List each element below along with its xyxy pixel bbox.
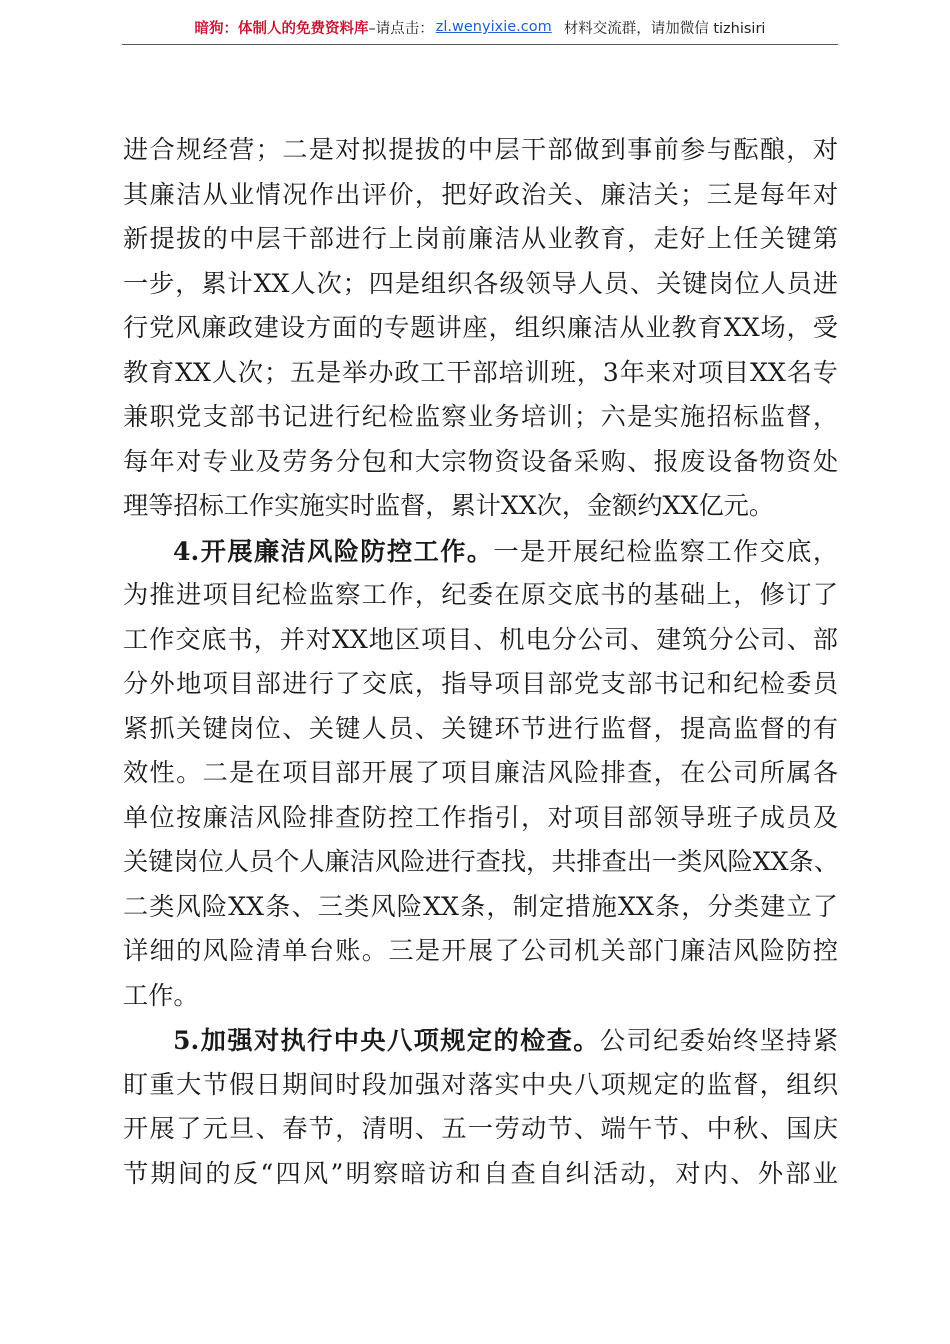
- text-line: [123, 1018, 838, 1063]
- text-line: 教育XX人次；五是举办政工干部培训班，3年来对项目XX名专: [123, 357, 838, 387]
- text-line: 其廉洁从业情况作出评价，把好政治关、廉洁关；三是每年对: [123, 179, 838, 209]
- paragraph-continued: [123, 128, 838, 529]
- section-heading: 4.开展廉洁风险防控工作。: [173, 535, 494, 566]
- paragraph-risk-control: [123, 529, 838, 1019]
- document-body: [123, 128, 838, 1196]
- text-line: 关键岗位人员个人廉洁风险进行查找，共排查出一类风险XX条、: [123, 847, 839, 876]
- section-heading: 5.加强对执行中央八项规定的检查。: [173, 1025, 600, 1055]
- text-span: 公司纪委始终坚持紧: [599, 1026, 839, 1055]
- text-line: 工作。: [123, 980, 199, 1010]
- text-line: 详细的风险清单台账。三是开展了公司机关部门廉洁风险防控: [123, 936, 838, 965]
- text-line: 分外地项目部进行了交底，指导项目部党支部书记和纪检委员: [123, 669, 838, 698]
- paragraph-eight-rules: [123, 1018, 838, 1196]
- text-line: 节期间的反“四风”明察暗访和自查自纠活动，对内、外部业: [123, 1158, 838, 1188]
- text-line: 为推进项目纪检监察工作，纪委在原交底书的基础上，修订了: [123, 580, 838, 609]
- text-line: 开展了元旦、春节，清明、五一劳动节、端午节、中秋、国庆: [123, 1114, 838, 1143]
- wechat-note: 材料交流群，请加微信 tizhisiri: [563, 20, 766, 37]
- text-line: 理等招标工作实施实时监督，累计XX次，金额约XX亿元。: [123, 491, 775, 520]
- text-line: [123, 529, 838, 574]
- text-line: 工作交底书，并对XX地区项目、机电分公司、建筑分公司、部: [123, 624, 838, 654]
- text-line: 紧抓关键岗位、关键人员、关键环节进行监督，提高监督的有: [123, 713, 838, 743]
- text-span: 一是开展纪检监察工作交底，: [493, 536, 839, 566]
- text-line: 兼职党支部书记进行纪检监察业务培训；六是实施招标监督，: [123, 402, 838, 431]
- page-header: [122, 10, 838, 45]
- text-line: 行党风廉政建设方面的专题讲座，组织廉洁从业教育XX场，受: [123, 313, 838, 342]
- text-line: 效性。二是在项目部开展了项目廉洁风险排查，在公司所属各: [123, 758, 838, 787]
- text-line: 新提拔的中层干部进行上岗前廉洁从业教育，走好上任关键第: [123, 224, 838, 253]
- brand-title: 暗狗：体制人的免费资料库: [194, 20, 369, 37]
- text-line: 进合规经营；二是对拟提拔的中层干部做到事前参与酝酿，对: [123, 135, 838, 164]
- text-line: 单位按廉洁风险排查防控工作指引，对项目部领导班子成员及: [123, 802, 838, 832]
- header-separator: –请点击：: [368, 20, 434, 37]
- text-line: 盯重大节假日期间时段加强对落实中央八项规定的监督，组织: [123, 1069, 838, 1099]
- text-line: 每年对专业及劳务分包和大宗物资设备采购、报废设备物资处: [123, 446, 838, 476]
- website-link[interactable]: zl.wenyixie.com: [435, 19, 552, 35]
- text-line: 一步，累计XX人次；四是组织各级领导人员、关键岗位人员进: [123, 268, 838, 298]
- text-line: 二类风险XX条、三类风险XX条，制定措施XX条，分类建立了: [123, 891, 838, 921]
